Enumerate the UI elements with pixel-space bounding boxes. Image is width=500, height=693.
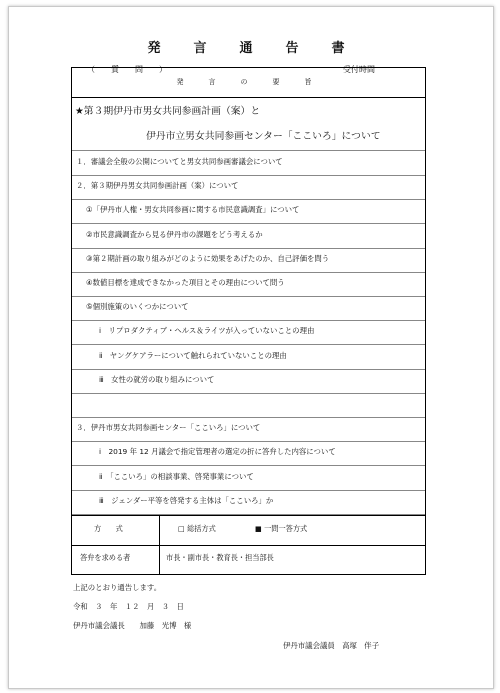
method-option-summary: □ 総括方式	[178, 524, 216, 533]
summary-item: ⅱ 「ここいろ」の相談事業、啓発事業について	[72, 466, 425, 491]
topic-heading-line1: ★第３期伊丹市男女共同参画計画（案）と	[75, 106, 261, 117]
respondent-label: 答弁を求める者	[80, 553, 131, 562]
notice-date: 令和 ３ 年 １２ 月 ３ 日	[73, 602, 184, 611]
summary-item: １．審議会全般の公開についてと男女共同参画審議会について	[72, 151, 425, 176]
respondent-divider	[72, 545, 425, 546]
method-divider	[72, 515, 425, 516]
method-option-qa: ■ 一問一答方式	[255, 524, 308, 533]
summary-item: ⑤個別施策のいくつかについて	[72, 296, 425, 321]
method-label: 方 式	[94, 524, 123, 533]
summary-item: ３．伊丹市男女共同参画センター「ここいろ」について	[72, 417, 425, 442]
summary-item: ③第２期計画の取り組みがどのように効果をあげたのか、自己評価を問う	[72, 248, 425, 273]
submitter: 伊丹市議会議員 高塚 伴子	[283, 641, 380, 650]
respondent-value: 市長・副市長・教育長・担当部長	[166, 553, 274, 562]
summary-item: ②市民意識調査から見る伊丹市の課題をどう考えるか	[72, 224, 425, 249]
received-time-label: 受付時間	[343, 65, 375, 74]
summary-item: ①「伊丹市人権・男女共同参画に関する市民意識調査」について	[72, 199, 425, 224]
summary-header: 発 言 の 要 旨	[72, 68, 425, 98]
document-title: 発 言 通 告 書	[147, 41, 355, 56]
notice-form	[71, 67, 426, 575]
notice-statement: 上記のとおり通告します。	[73, 583, 162, 592]
summary-item: ⅰ 2019 年 12 月議会で指定管理者の選定の折に答弁した内容について	[72, 441, 425, 466]
summary-item: ④数値目標を達成できなかった項目とその理由について問う	[72, 272, 425, 297]
summary-item: ⅱ ヤングケアラーについて触れられていないことの理由	[72, 345, 425, 370]
question-label: （ 質 問 ）	[87, 65, 171, 74]
summary-item: ２．第３期伊丹男女共同参画計画（案）について	[72, 175, 425, 200]
summary-item: ⅲ ジェンダー平等を啓発する主体は「ここいろ」か	[72, 490, 425, 515]
topic-heading-line2: 伊丹市立男女共同参画センター「ここいろ」について	[72, 128, 425, 151]
summary-item: ⅲ 女性の就労の取り組みについて	[72, 369, 425, 394]
addressee: 伊丹市議会議長 加藤 光博 様	[73, 621, 192, 630]
summary-item	[72, 393, 425, 418]
summary-item: ⅰ リプロダクティブ・ヘルス＆ライツが入っていないことの理由	[72, 320, 425, 345]
